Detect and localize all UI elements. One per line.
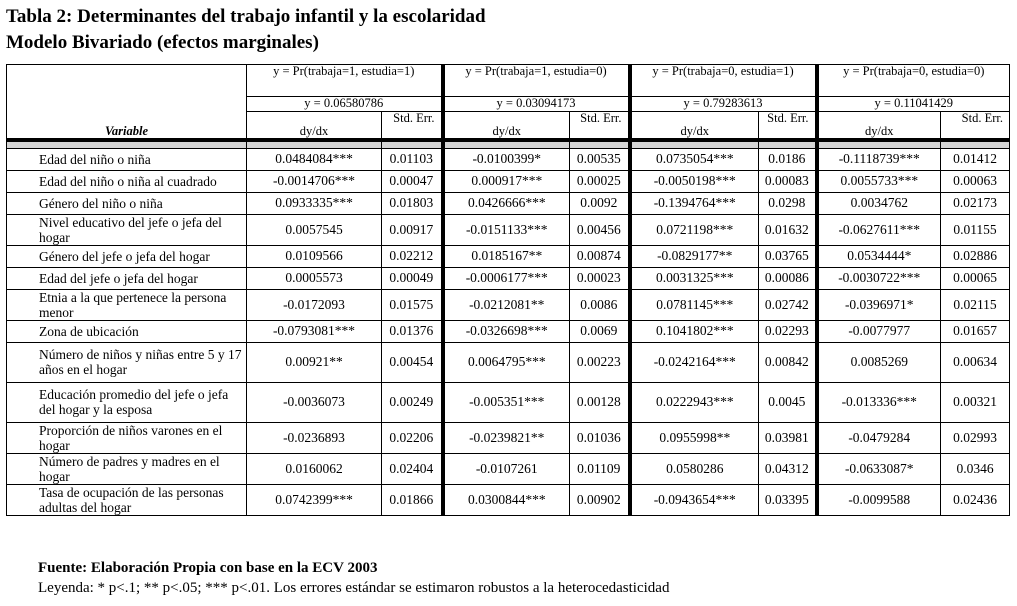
results-table <box>6 64 1010 516</box>
variable-label: Educación promedio del jefe o jefa del hogar y la esposa <box>7 382 247 422</box>
std-err-cell: 0.0045 <box>759 382 817 422</box>
std-err-cell: 0.00902 <box>570 484 630 515</box>
std-err-cell: 0.00086 <box>759 267 817 289</box>
variable-label: Zona de ubicación <box>7 320 247 342</box>
marginal-effect-cell: -0.0633087* <box>817 453 941 484</box>
marginal-effect-cell: 0.0955998** <box>630 422 759 453</box>
std-err-header: Std. Err. <box>570 112 630 140</box>
std-err-cell: 0.01866 <box>382 484 443 515</box>
marginal-effect-cell: 0.0064795*** <box>443 342 570 382</box>
std-err-cell: 0.01575 <box>382 289 443 320</box>
std-err-cell: 0.02173 <box>941 192 1010 214</box>
table-row <box>7 453 1010 484</box>
marginal-effect-cell: -0.0239821** <box>443 422 570 453</box>
marginal-effect-cell: -0.0943654*** <box>630 484 759 515</box>
std-err-cell: 0.01109 <box>570 453 630 484</box>
dydx-header: dy/dx <box>817 112 941 140</box>
table-subtitle: Modelo Bivariado (efectos marginales) <box>6 32 319 53</box>
std-err-cell: 0.03765 <box>759 245 817 267</box>
marginal-effect-cell: 0.000917*** <box>443 170 570 192</box>
std-err-cell: 0.00047 <box>382 170 443 192</box>
table-row <box>7 422 1010 453</box>
std-err-cell: 0.00535 <box>570 148 630 170</box>
std-err-cell: 0.0086 <box>570 289 630 320</box>
std-err-cell: 0.01376 <box>382 320 443 342</box>
std-err-cell: 0.00456 <box>570 214 630 245</box>
table-row <box>7 214 1010 245</box>
std-err-cell: 0.00249 <box>382 382 443 422</box>
marginal-effect-cell: -0.0036073 <box>247 382 382 422</box>
marginal-effect-cell: 0.0742399*** <box>247 484 382 515</box>
std-err-cell: 0.00454 <box>382 342 443 382</box>
std-err-cell: 0.00065 <box>941 267 1010 289</box>
table-row <box>7 484 1010 515</box>
std-err-cell: 0.01103 <box>382 148 443 170</box>
marginal-effect-cell: 0.0109566 <box>247 245 382 267</box>
table-row <box>7 192 1010 214</box>
marginal-effect-cell: -0.0107261 <box>443 453 570 484</box>
variable-label: Etnia a la que pertenece la persona menor <box>7 289 247 320</box>
marginal-effect-cell: -0.0099588 <box>817 484 941 515</box>
group-4-mean: y = 0.11041429 <box>817 97 1010 112</box>
std-err-header: Std. Err. <box>941 112 1010 140</box>
std-err-cell: 0.03395 <box>759 484 817 515</box>
marginal-effect-cell: -0.0829177** <box>630 245 759 267</box>
dydx-header: dy/dx <box>443 112 570 140</box>
marginal-effect-cell: 0.0426666*** <box>443 192 570 214</box>
separator-row <box>7 140 1010 149</box>
std-err-cell: 0.0092 <box>570 192 630 214</box>
table-title: Tabla 2: Determinantes del trabajo infantil y la escolaridad <box>6 6 486 27</box>
table-row <box>7 382 1010 422</box>
marginal-effect-cell: -0.0212081** <box>443 289 570 320</box>
marginal-effect-cell: 0.0085269 <box>817 342 941 382</box>
marginal-effect-cell: 0.0005573 <box>247 267 382 289</box>
marginal-effect-cell: 0.0721198*** <box>630 214 759 245</box>
std-err-cell: 0.02212 <box>382 245 443 267</box>
std-err-cell: 0.02115 <box>941 289 1010 320</box>
std-err-cell: 0.00025 <box>570 170 630 192</box>
marginal-effect-cell: -0.0479284 <box>817 422 941 453</box>
std-err-cell: 0.00917 <box>382 214 443 245</box>
variable-label: Número de niños y niñas entre 5 y 17 años en el hogar <box>7 342 247 382</box>
std-err-cell: 0.01632 <box>759 214 817 245</box>
variable-label: Nivel educativo del jefe o jefa del hogar <box>7 214 247 245</box>
std-err-cell: 0.02993 <box>941 422 1010 453</box>
marginal-effect-cell: -0.005351*** <box>443 382 570 422</box>
marginal-effect-cell: 0.0735054*** <box>630 148 759 170</box>
marginal-effect-cell: -0.0151133*** <box>443 214 570 245</box>
marginal-effect-cell: -0.0077977 <box>817 320 941 342</box>
std-err-cell: 0.00049 <box>382 267 443 289</box>
variable-header: Variable <box>7 65 247 140</box>
variable-label: Número de padres y madres en el hogar <box>7 453 247 484</box>
std-err-cell: 0.01036 <box>570 422 630 453</box>
std-err-cell: 0.01412 <box>941 148 1010 170</box>
std-err-cell: 0.0298 <box>759 192 817 214</box>
std-err-cell: 0.0346 <box>941 453 1010 484</box>
std-err-cell: 0.0069 <box>570 320 630 342</box>
variable-label: Tasa de ocupación de las personas adultas del hogar <box>7 484 247 515</box>
table-row <box>7 245 1010 267</box>
std-err-cell: 0.00083 <box>759 170 817 192</box>
marginal-effect-cell: -0.0793081*** <box>247 320 382 342</box>
marginal-effect-cell: 0.0580286 <box>630 453 759 484</box>
marginal-effect-cell: 0.1041802*** <box>630 320 759 342</box>
marginal-effect-cell: -0.0396971* <box>817 289 941 320</box>
marginal-effect-cell: 0.0933335*** <box>247 192 382 214</box>
std-err-cell: 0.01155 <box>941 214 1010 245</box>
marginal-effect-cell: 0.0185167** <box>443 245 570 267</box>
marginal-effect-cell: -0.0627611*** <box>817 214 941 245</box>
marginal-effect-cell: -0.0236893 <box>247 422 382 453</box>
marginal-effect-cell: -0.0242164*** <box>630 342 759 382</box>
std-err-cell: 0.00634 <box>941 342 1010 382</box>
variable-label: Edad del niño o niña al cuadrado <box>7 170 247 192</box>
std-err-cell: 0.00128 <box>570 382 630 422</box>
marginal-effect-cell: 0.0034762 <box>817 192 941 214</box>
marginal-effect-cell: 0.0300844*** <box>443 484 570 515</box>
std-err-cell: 0.01657 <box>941 320 1010 342</box>
marginal-effect-cell: -0.013336*** <box>817 382 941 422</box>
std-err-cell: 0.02436 <box>941 484 1010 515</box>
marginal-effect-cell: 0.0484084*** <box>247 148 382 170</box>
marginal-effect-cell: -0.0050198*** <box>630 170 759 192</box>
table-row <box>7 289 1010 320</box>
marginal-effect-cell: -0.1394764*** <box>630 192 759 214</box>
marginal-effect-cell: -0.0030722*** <box>817 267 941 289</box>
std-err-cell: 0.04312 <box>759 453 817 484</box>
group-3-mean: y = 0.79283613 <box>630 97 817 112</box>
marginal-effect-cell: 0.0781145*** <box>630 289 759 320</box>
dydx-header: dy/dx <box>630 112 759 140</box>
std-err-cell: 0.03981 <box>759 422 817 453</box>
std-err-cell: 0.01803 <box>382 192 443 214</box>
marginal-effect-cell: 0.0160062 <box>247 453 382 484</box>
legend-note: Leyenda: * p<.1; ** p<.05; *** p<.01. Los errores estándar se estimaron robustos a la heterocedasticidad <box>38 580 670 596</box>
std-err-cell: 0.02404 <box>382 453 443 484</box>
std-err-header: Std. Err. <box>759 112 817 140</box>
marginal-effect-cell: -0.0326698*** <box>443 320 570 342</box>
group-3-label: y = Pr(trabaja=0, estudia=1) <box>630 65 817 97</box>
table-row <box>7 342 1010 382</box>
std-err-cell: 0.0186 <box>759 148 817 170</box>
table-row <box>7 320 1010 342</box>
std-err-cell: 0.00842 <box>759 342 817 382</box>
group-1-mean: y = 0.06580786 <box>247 97 443 112</box>
group-4-label: y = Pr(trabaja=0, estudia=0) <box>817 65 1010 97</box>
variable-label: Edad del niño o niña <box>7 148 247 170</box>
std-err-cell: 0.00223 <box>570 342 630 382</box>
marginal-effect-cell: 0.0534444* <box>817 245 941 267</box>
marginal-effect-cell: 0.00921** <box>247 342 382 382</box>
marginal-effect-cell: 0.0057545 <box>247 214 382 245</box>
std-err-cell: 0.00874 <box>570 245 630 267</box>
table-row <box>7 170 1010 192</box>
std-err-cell: 0.00023 <box>570 267 630 289</box>
std-err-cell: 0.02886 <box>941 245 1010 267</box>
marginal-effect-cell: -0.0100399* <box>443 148 570 170</box>
table-row <box>7 267 1010 289</box>
marginal-effect-cell: -0.0014706*** <box>247 170 382 192</box>
std-err-cell: 0.00321 <box>941 382 1010 422</box>
group-2-mean: y = 0.03094173 <box>443 97 630 112</box>
marginal-effect-cell: -0.0172093 <box>247 289 382 320</box>
variable-label: Edad del jefe o jefa del hogar <box>7 267 247 289</box>
variable-label: Género del niño o niña <box>7 192 247 214</box>
marginal-effect-cell: -0.0006177*** <box>443 267 570 289</box>
group-2-label: y = Pr(trabaja=1, estudia=0) <box>443 65 630 97</box>
std-err-cell: 0.02206 <box>382 422 443 453</box>
variable-label: Proporción de niños varones en el hogar <box>7 422 247 453</box>
std-err-header: Std. Err. <box>382 112 443 140</box>
table-row <box>7 148 1010 170</box>
std-err-cell: 0.02293 <box>759 320 817 342</box>
marginal-effect-cell: -0.1118739*** <box>817 148 941 170</box>
std-err-cell: 0.00063 <box>941 170 1010 192</box>
marginal-effect-cell: 0.0031325*** <box>630 267 759 289</box>
variable-label: Género del jefe o jefa del hogar <box>7 245 247 267</box>
marginal-effect-cell: 0.0222943*** <box>630 382 759 422</box>
marginal-effect-cell: 0.0055733*** <box>817 170 941 192</box>
dydx-header: dy/dx <box>247 112 382 140</box>
source-note: Fuente: Elaboración Propia con base en la ECV 2003 <box>38 560 378 576</box>
group-1-label: y = Pr(trabaja=1, estudia=1) <box>247 65 443 97</box>
std-err-cell: 0.02742 <box>759 289 817 320</box>
